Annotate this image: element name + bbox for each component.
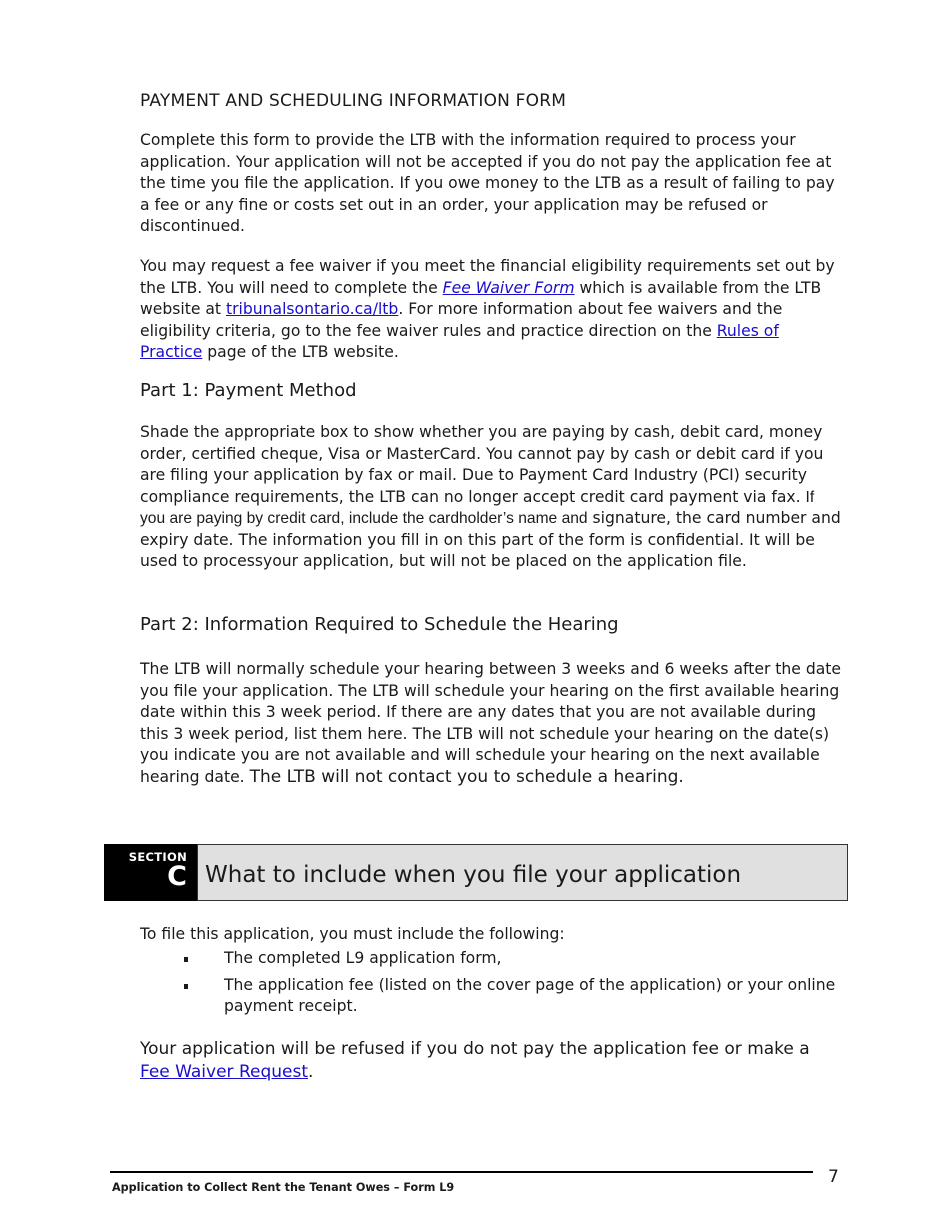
refuse-text-2: . <box>308 1062 314 1082</box>
intro-paragraph: Complete this form to provide the LTB with the information required to process your application. Your application will not be accepted if you do not pay the application fee at the time you file the application. If you owe money to the LTB as a result of failing to pay a fee or any fine or costs set out in an order, your application may be refused or discontinued. <box>140 131 835 235</box>
fee-waiver-text-1: You may request a fee waiver if you meet the financial eligibility requirements set out by the LTB. You will need to complete the <box>140 257 835 297</box>
refuse-paragraph <box>140 1038 842 1084</box>
fee-waiver-form-link[interactable]: Fee Waiver Form <box>442 278 575 297</box>
rules-of-practice-link[interactable]: Rules of Practice <box>140 321 779 361</box>
footer-divider <box>110 1171 813 1173</box>
footer-title: Application to Collect Rent the Tenant Owes – Form L9 <box>112 1181 455 1194</box>
part1-title: Part 1: Payment Method <box>140 380 357 401</box>
fee-waiver-text-4: page of the LTB website. <box>202 343 399 361</box>
refuse-text-1: Your application will be refused if you do not pay the application fee or make a <box>140 1039 810 1059</box>
part1-text-2: If you are paying by credit card, include the cardholder’s name and <box>140 488 815 527</box>
section-title-box <box>197 844 848 901</box>
section-letter: C <box>167 861 187 892</box>
part2-paragraph <box>140 659 842 788</box>
part1-text-3: signature, the card number and expiry date. The information you fill in on this part of the form is confidential. It will be used to processyour application, but will not be placed on the application file. <box>140 509 841 570</box>
list-item <box>140 975 842 1018</box>
section-word: SECTION <box>128 850 187 864</box>
part1-text-1: Shade the appropriate box to show whether you are paying by cash, debit card, money order, certified cheque, Visa or MasterCard. You cannot pay by cash or debit card if you are filing your application by fax or mail. Due to Payment Card Industry (PCI) security compliance requirements, the LTB can no longer accept credit card payment via fax. <box>140 423 824 506</box>
form-heading: PAYMENT AND SCHEDULING INFORMATION FORM <box>140 91 567 111</box>
section-tag <box>104 844 197 901</box>
section-c-header <box>104 844 848 901</box>
list-item-text: The completed L9 application form, <box>224 949 502 967</box>
list-item <box>140 948 842 970</box>
fee-waiver-request-link[interactable]: Fee Waiver Request <box>140 1062 308 1082</box>
include-list <box>140 948 842 1023</box>
page-number: 7 <box>828 1167 839 1187</box>
list-item-text: The application fee (listed on the cover page of the application) or your online payment receipt. <box>224 975 836 1015</box>
include-intro: To file this application, you must include the following: <box>140 925 565 943</box>
fee-waiver-text-3: . For more information about fee waivers and the eligibility criteria, go to the fee waiver rules and practice direction on the <box>140 300 783 340</box>
fee-waiver-text-2: which is available from the LTB website at <box>140 278 822 318</box>
part2-title: Part 2: Information Required to Schedule the Hearing <box>140 614 619 635</box>
tribunals-ontario-link[interactable]: tribunalsontario.ca/ltb <box>226 300 399 318</box>
part2-text-2: The LTB will not contact you to schedule a hearing. <box>249 766 684 787</box>
fee-waiver-paragraph <box>140 256 842 364</box>
part1-paragraph <box>140 422 842 573</box>
bullet-icon <box>184 957 188 962</box>
part2-text-1: The LTB will normally schedule your hearing between 3 weeks and 6 weeks after the date you file your application. The LTB will schedule your hearing on the first available hearing date within this 3 week period. If there are any dates that you are not available during this 3 week period, list them here. The LTB will not schedule your hearing on the date(s) you indicate you are not available and will schedule your hearing on the next available hearing date. <box>140 660 842 786</box>
section-title: What to include when you file your application <box>205 862 742 888</box>
bullet-icon <box>184 984 188 989</box>
